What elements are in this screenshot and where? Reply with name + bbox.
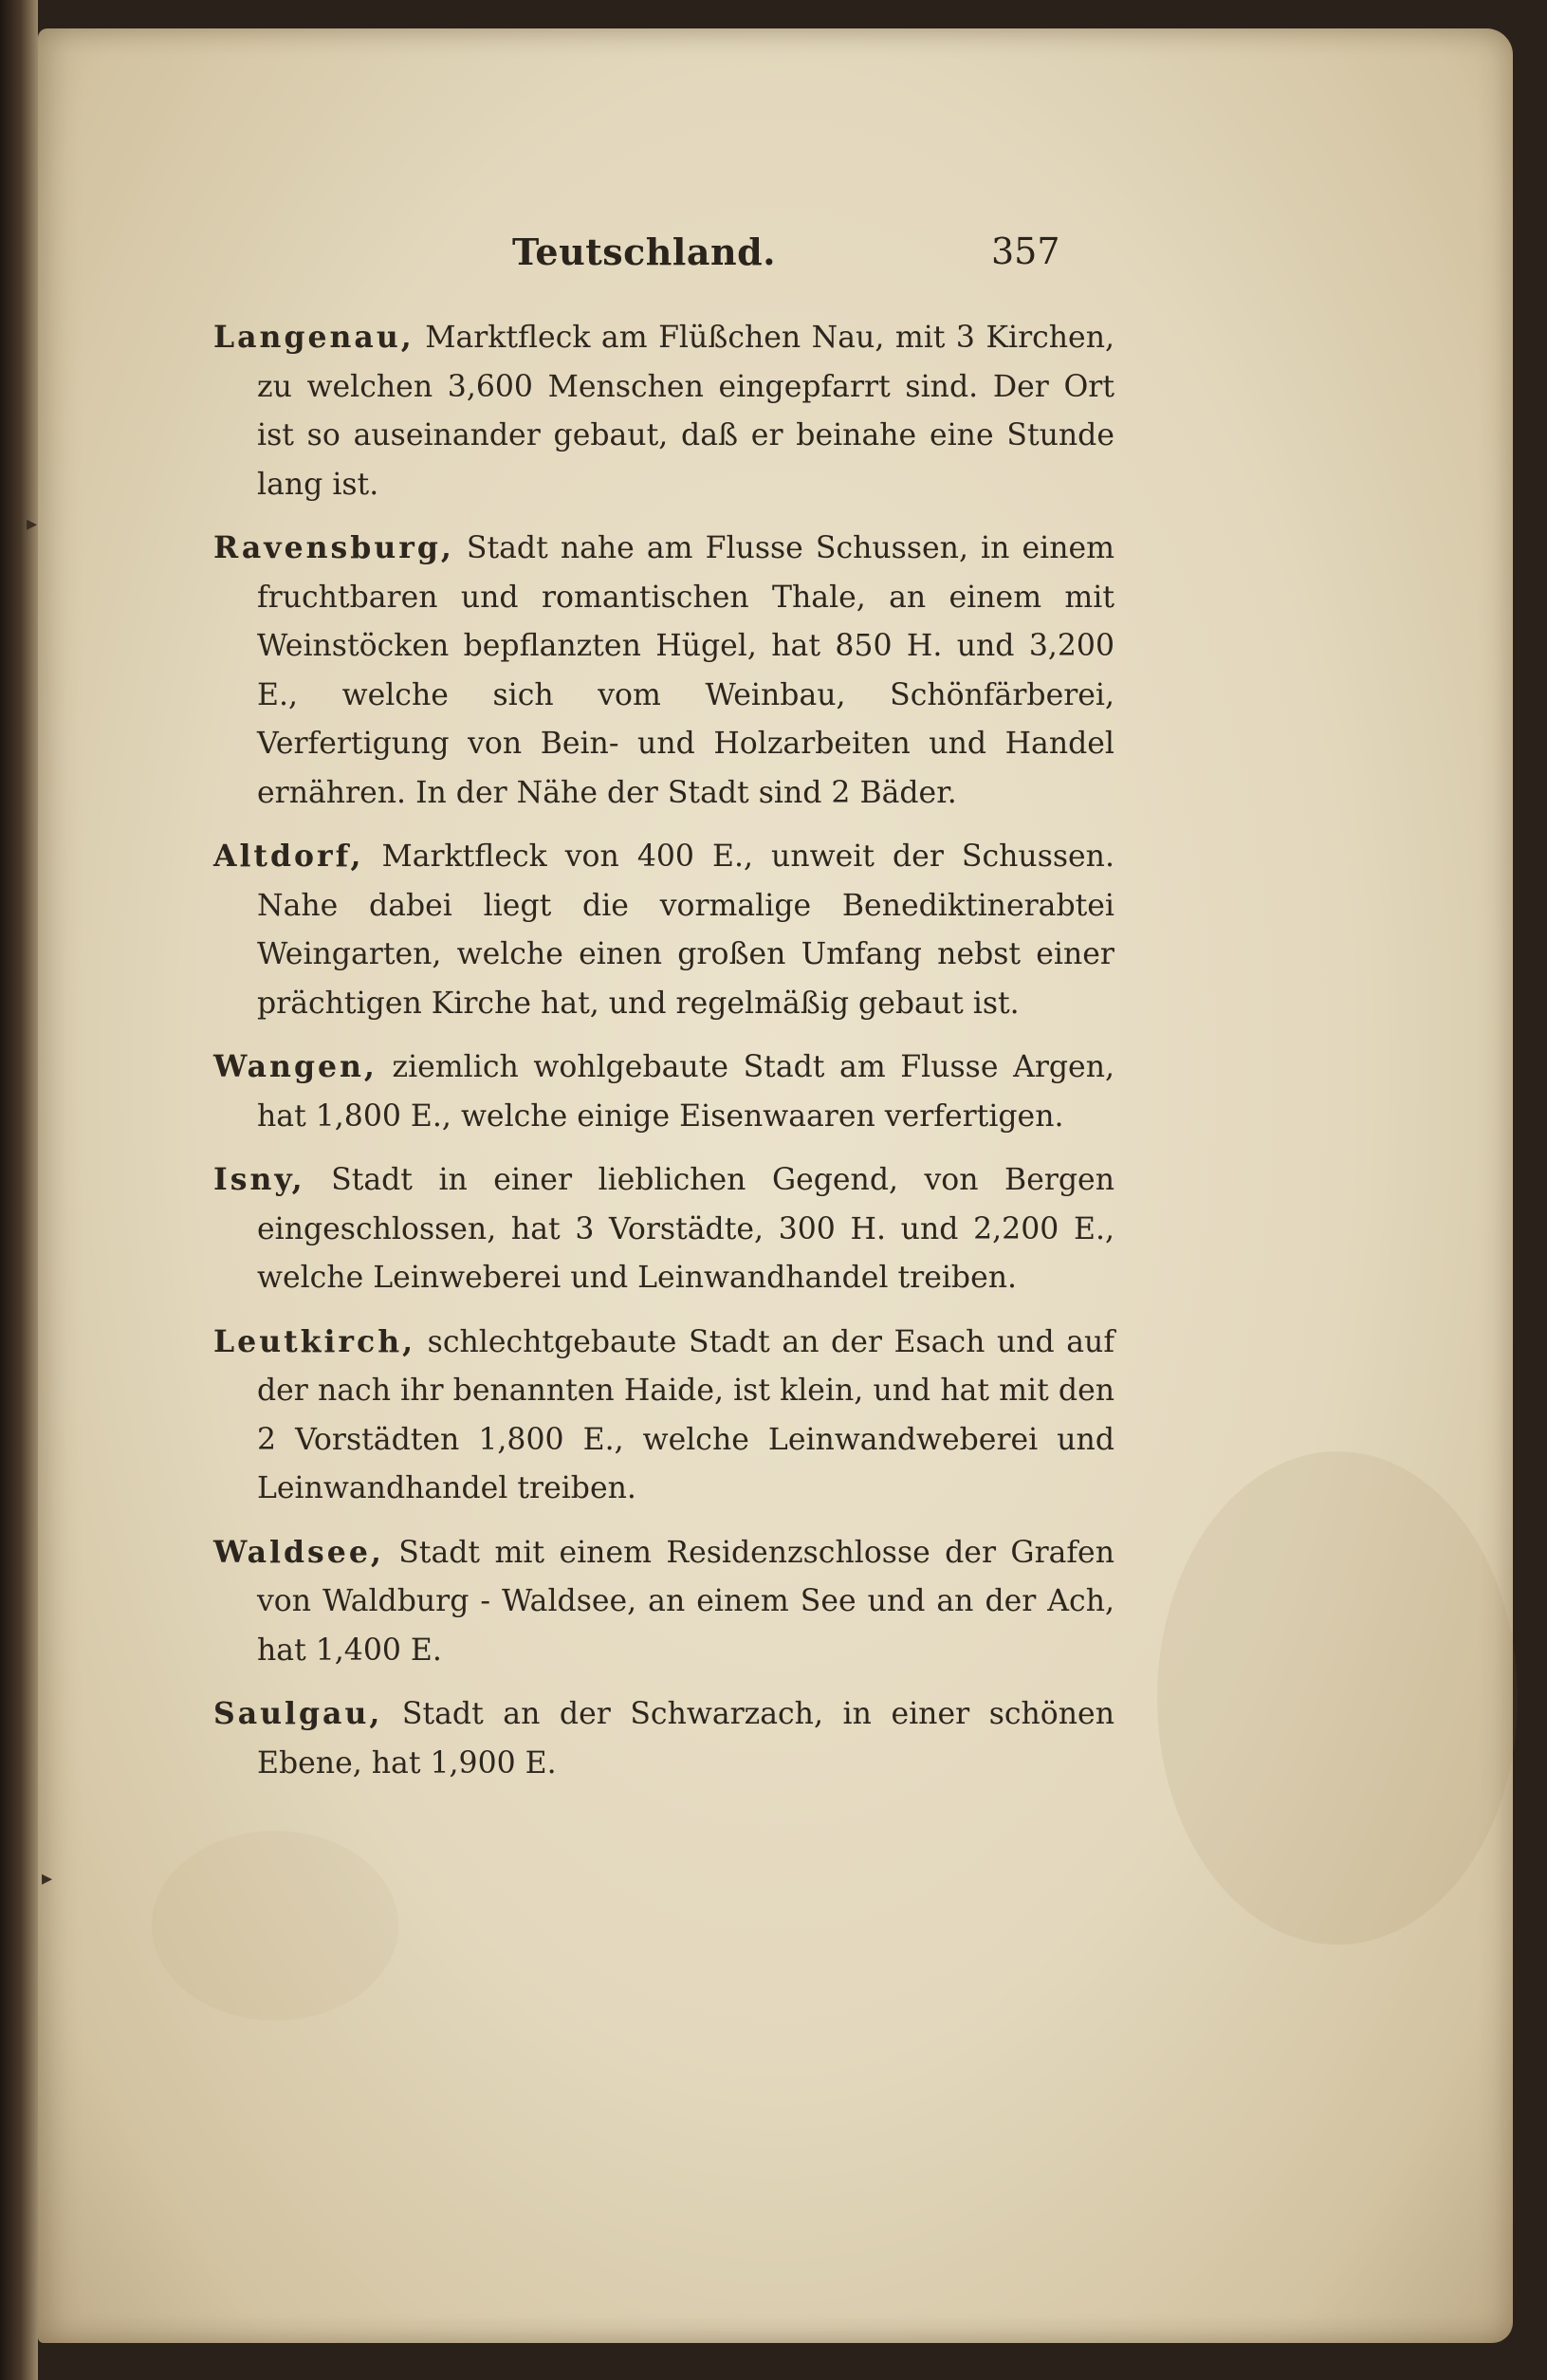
gazetteer-text [213, 313, 1114, 1802]
entry-langenau [213, 313, 1114, 509]
entry-name: Altdorf, [213, 839, 364, 874]
margin-arrow-mark: ▸ [27, 512, 38, 536]
page-header [242, 231, 1323, 287]
entry-ravensburg [213, 524, 1114, 818]
margin-arrow-mark: ▸ [42, 1867, 53, 1891]
entry-name: Waldsee, [213, 1534, 384, 1570]
entry-text: schlechtgebaute Stadt an der Esach und auf der nach ihr benannten Haide, ist klein, und hat mit den 2 Vorstädten 1,800 E., welche Leinwandweberei und Leinwandhandel treiben. [257, 1324, 1114, 1505]
paper-stain [1157, 1451, 1518, 1945]
entry-leutkirch [213, 1318, 1114, 1514]
entry-text: Stadt an der Schwarzach, in einer schönen Ebene, hat 1,900 E. [257, 1697, 1114, 1780]
entry-text: Marktfleck am Flüßchen Nau, mit 3 Kirchen, zu welchen 3,600 Menschen eingepfarrt sind. Der Ort ist so auseinander gebaut, daß er beinahe eine Stunde lang ist. [257, 321, 1114, 502]
entry-saulgau [213, 1689, 1114, 1788]
entry-waldsee [213, 1528, 1114, 1676]
entry-wangen [213, 1042, 1114, 1141]
entry-name: Leutkirch, [213, 1323, 416, 1359]
entry-text: Stadt mit einem Residenzschlosse der Grafen von Waldburg - Waldsee, an einem See und an der Ach, hat 1,400 E. [257, 1535, 1114, 1668]
page-number: 357 [991, 231, 1060, 272]
entry-isny [213, 1155, 1114, 1303]
entry-name: Saulgau, [213, 1696, 383, 1731]
entry-name: Ravensburg, [213, 530, 454, 565]
running-head: Teutschland. [512, 231, 776, 273]
entry-name: Wangen, [213, 1049, 378, 1084]
entry-name: Isny, [213, 1162, 305, 1197]
entry-text: Marktfleck von 400 E., unweit der Schussen. Nahe dabei liegt die vormalige Benediktinerabtei Weingarten, welche einen großen Umfang nebst einer prächtigen Kirche hat, und regelmäßig gebaut ist. [257, 839, 1114, 1021]
entry-text: ziemlich wohlgebaute Stadt am Flusse Argen, hat 1,800 E., welche einige Eisenwaaren verfertigen. [257, 1050, 1114, 1134]
entry-name: Langenau, [213, 320, 414, 355]
paper-stain [152, 1831, 398, 2020]
facing-page-edge [0, 0, 38, 2380]
entry-text: Stadt in einer lieblichen Gegend, von Bergen eingeschlossen, hat 3 Vorstädte, 300 H. und 2,200 E., welche Leinweberei und Leinwandhandel treiben. [257, 1163, 1114, 1295]
entry-altdorf [213, 832, 1114, 1028]
entry-text: Stadt nahe am Flusse Schussen, in einem fruchtbaren und romantischen Thale, an einem mit Weinstöcken bepflanzten Hügel, hat 850 H. und 3,200 E., welche sich vom Weinbau, Schönfärberei, Verfertigung von Bein- und Holzarbeiten und Handel ernähren. In der Nähe der Stadt sind 2 Bäder. [257, 531, 1114, 810]
